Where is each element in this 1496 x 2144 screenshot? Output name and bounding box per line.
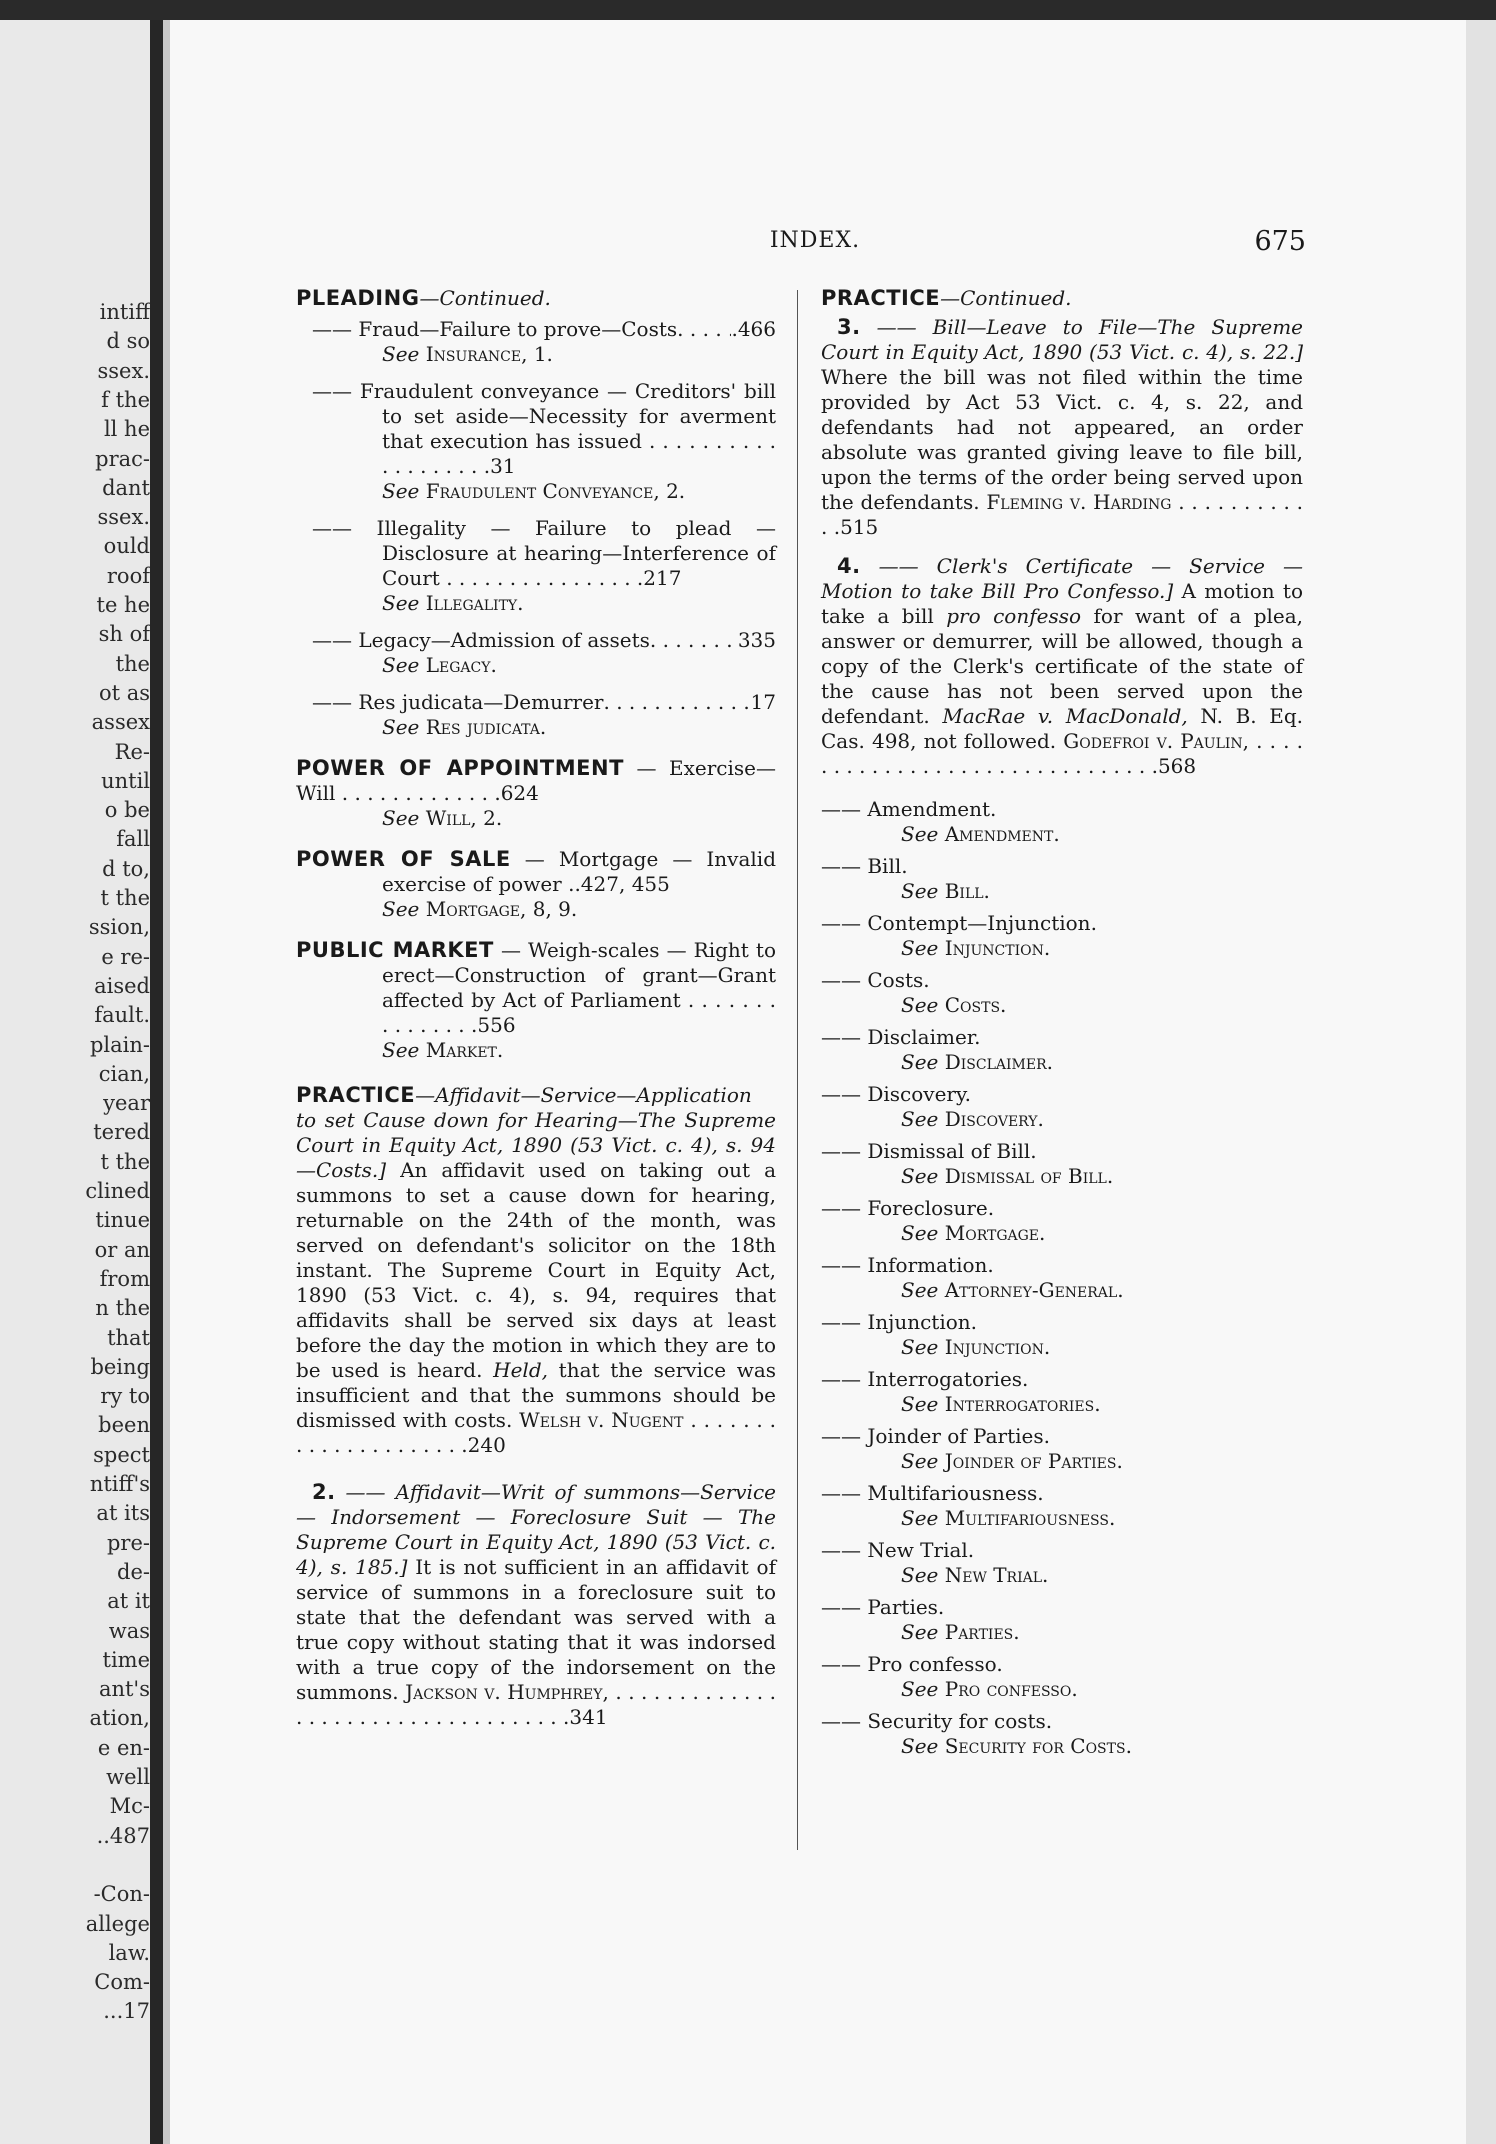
left-page-text-fragment: e en- — [97, 1735, 150, 1760]
cross-reference-item: —— Injunction. See Injunction. — [821, 1310, 1051, 1359]
left-page-text-fragment: d so — [106, 329, 150, 354]
left-page-text-fragment: ant's — [98, 1677, 150, 1702]
left-page-text-fragment: aised — [94, 973, 150, 998]
left-page-text-fragment: -Con- — [93, 1882, 150, 1907]
left-page-text-fragment: until — [101, 768, 150, 793]
left-page-text-fragment: pre- — [106, 1530, 150, 1555]
left-page-text-fragment: tered — [93, 1120, 150, 1145]
cross-reference-item: —— Security for costs. See Security for Costs. — [821, 1709, 1132, 1758]
cross-reference-item: —— Interrogatories. See Interrogatories. — [821, 1367, 1101, 1416]
left-page-text-fragment: ll he — [103, 417, 150, 442]
public-market-entry: PUBLIC MARKET — Weigh-scales — Right to erect—Construction of grant—Grant affected by Act of Parliament . . . . . . . . . . . . . . .556 See Market. — [296, 938, 777, 1062]
left-page-text-fragment: cian, — [98, 1061, 150, 1086]
cross-reference-item: —— Dismissal of Bill. See Dismissal of Bill. — [821, 1139, 1114, 1188]
page-edge — [1466, 20, 1496, 2144]
power-of-sale-entry: POWER OF SALE — Mortgage — Invalid exercise of power ..427, 455 See Mortgage, 8, 9. — [296, 847, 776, 921]
book-gutter — [150, 20, 163, 2144]
practice-entry-4: 4. —— Clerk's Certificate — Service — Motion to take Bill Pro Confesso.] A motion to take a bill pro confesso for want of a plea, answer or demurrer, will be allowed, though a copy of the Clerk's certificate of the state of the cause has not been served upon the defendant. MacRae v. MacDonald, N. B. Eq. Cas. 498, not followed. Godefroi v. Paulin, . . . . . . . . . . . . . . . . . . . . . . . . . . . . . . .568 — [821, 554, 1304, 778]
cross-reference-item: —— New Trial. See New Trial. — [821, 1538, 1049, 1587]
left-page-text-fragment: well — [106, 1765, 150, 1789]
cross-reference-item: —— Parties. See Parties. — [821, 1595, 1020, 1644]
left-page-text-fragment: plain- — [89, 1032, 150, 1057]
pleading-heading: PLEADING—Continued. — [296, 286, 551, 310]
power-of-appointment-entry: POWER OF APPOINTMENT — Exercise—Will . . . . . . . . . . . . .624 See Will, 2. — [296, 756, 776, 830]
left-page-text-fragment: te he — [96, 593, 150, 617]
index-entry: —— Legacy—Admission of assets . . . 335 See Legacy. — [296, 628, 776, 678]
cross-reference-item: —— Discovery. See Discovery. — [821, 1082, 1044, 1131]
left-page-text-fragment: ation, — [89, 1706, 150, 1731]
left-page-text-fragment: ould — [103, 534, 150, 559]
practice-entry-1: PRACTICE—Affidavit—Service—Application to set Cause down for Hearing—The Supreme Court in Equity Act, 1890 (53 Vict. c. 4), s. 94—Costs.] An affidavit used on taking out a summons to set a cause down for hearing, returnable on the 24th of the month, was served on defendant's solicitor on the 18th instant. The Supreme Court in Equity Act, 1890 (53 Vict. c. 4), s. 94, requires that affidavits shall be served six days at least before the day the motion in which they are to be used is heard. Held, that the service was insufficient and that the summons should be dismissed with costs. Welsh v. Nugent . . . . . . . . . . . . . . . . . . . . .240 — [296, 1083, 777, 1457]
left-page-text-fragment: spect — [93, 1442, 150, 1467]
left-page-text-fragment: tinue — [95, 1208, 150, 1233]
left-page-text-fragment: de- — [117, 1559, 150, 1584]
left-page-text-fragment: law. — [108, 1940, 150, 1965]
left-column — [296, 286, 776, 1730]
left-page-text-fragment: d to, — [102, 856, 150, 881]
left-page-text-fragment: fault. — [94, 1003, 150, 1028]
left-page-text-fragment: ssex. — [97, 358, 150, 383]
left-page-text-fragment: ssion, — [88, 915, 150, 940]
left-page-text-fragment: time — [102, 1647, 150, 1672]
left-page-text-fragment: at it — [107, 1589, 150, 1614]
left-page-text-fragment: at its — [96, 1501, 150, 1526]
top-border — [0, 0, 1496, 20]
left-page-text-fragment: n the — [95, 1296, 150, 1321]
cross-reference-item: —— Pro confesso. See Pro confesso. — [821, 1652, 1078, 1701]
practice-entry-2: 2. —— Affidavit—Writ of summons—Service — Indorsement — Foreclosure Suit — The Supreme Court in Equity Act, 1890 (53 Vict. c. 4), s. 185.] It is not sufficient in an affidavit of service of summons in a foreclosure suit to state that the defendant was served with a true copy without stating that it was indorsed with a true copy of the indorsement on the summons. Jackson v. Humphrey, . . . . . . . . . . . . . . . . . . . . . . . . . . . . . . . . . . .341 — [296, 1480, 777, 1729]
left-page-text-fragment: dant — [102, 475, 150, 500]
left-page-text-fragment: Com- — [94, 1970, 150, 1995]
page-number: 675 — [1254, 226, 1306, 257]
left-page-text-fragment: from — [99, 1266, 150, 1291]
left-page-text-fragment: ..487 — [96, 1823, 150, 1848]
left-page-text-fragment: sh of — [98, 622, 150, 647]
left-page-text-fragment: year — [103, 1091, 150, 1116]
left-page-text-fragment: been — [98, 1413, 150, 1438]
left-page-text-fragment: Mc- — [109, 1794, 150, 1819]
column-divider — [797, 290, 798, 1850]
left-page-text-fragment: or an — [94, 1237, 150, 1262]
left-page-text-fragment: prac- — [95, 446, 150, 471]
practice-continued-heading: PRACTICE—Continued. — [821, 286, 1072, 310]
left-page-text-fragment: being — [90, 1354, 150, 1379]
left-page-text-fragment: fall — [116, 827, 150, 852]
left-page-text-fragment: ...17 — [103, 1999, 150, 2024]
index-entry: —— Res judicata—Demurrer . . . 17 See Res judicata. — [296, 690, 776, 740]
cross-reference-item: —— Joinder of Parties. See Joinder of Parties. — [821, 1424, 1123, 1473]
left-page-text-fragment: t the — [100, 1149, 150, 1174]
index-entry: —— Illegality — Failure to plead — Disclosure at hearing—Interference of Court . . . . . . . . . . . . . . . .217 See Illegality. — [312, 516, 776, 615]
left-page-text-fragment: ntiff's — [89, 1472, 150, 1496]
left-page-text-fragment: was — [108, 1618, 150, 1643]
index-entry: —— Fraud—Failure to prove—Costs . . . .466 See Insurance, 1. — [296, 317, 776, 367]
right-column — [821, 286, 1303, 1759]
cross-reference-item: —— Bill. See Bill. — [821, 854, 990, 903]
left-page-text-fragment: intiff — [99, 300, 150, 324]
left-page-text-fragment: that — [107, 1325, 150, 1350]
left-page-text-fragment: o be — [104, 798, 150, 823]
gutter-shadow — [163, 20, 170, 2144]
cross-reference-item: —— Disclaimer. See Disclaimer. — [821, 1025, 1053, 1074]
left-page-text-fragment: Re- — [114, 739, 150, 764]
cross-reference-item: —— Multifariousness. See Multifariousness. — [821, 1481, 1116, 1530]
left-page-text-fragment: clined — [85, 1179, 150, 1203]
left-page-text-fragment: ot as — [98, 680, 150, 705]
cross-reference-item: —— Foreclosure. See Mortgage. — [821, 1196, 1046, 1245]
left-page-text-fragment: t the — [100, 886, 150, 910]
left-page-text-fragment: allege — [85, 1911, 150, 1936]
left-page-text-fragment: ry to — [100, 1384, 150, 1409]
index-entry: —— Fraudulent conveyance — Creditors' bill to set aside—Necessity for averment that execution has issued . . . . . . . . . . . . . . . . . . .31 See Fraudulent Conveyance, 2. — [312, 379, 777, 503]
left-page-fragment — [0, 20, 150, 2144]
cross-reference-item: —— Contempt—Injunction. See Injunction. — [821, 911, 1097, 960]
cross-reference-list — [821, 797, 1303, 1759]
left-page-text-fragment: assex — [91, 710, 150, 735]
left-page-text-fragment: ssex. — [97, 505, 150, 530]
cross-reference-item: —— Amendment. See Amendment. — [821, 797, 1060, 846]
running-head: INDEX. — [769, 228, 861, 253]
left-page-text-fragment: f the — [101, 387, 150, 412]
cross-reference-item: —— Costs. See Costs. — [821, 968, 1007, 1017]
left-page-text-fragment: roof — [106, 563, 150, 588]
cross-reference-item: —— Information. See Attorney-General. — [821, 1253, 1124, 1302]
left-page-text-fragment: the — [115, 651, 150, 676]
left-page-text-fragment: e re- — [101, 944, 150, 969]
practice-entry-3: 3. —— Bill—Leave to File—The Supreme Court in Equity Act, 1890 (53 Vict. c. 4), s. 22.] Where the bill was not filed within the time provided by Act 53 Vict. c. 4, s. 22, and defendants had not appeared, an order absolute was granted giving leave to file bill, upon the terms of the order being served upon the defendants. Fleming v. Harding . . . . . . . . . . . .515 — [821, 315, 1304, 539]
